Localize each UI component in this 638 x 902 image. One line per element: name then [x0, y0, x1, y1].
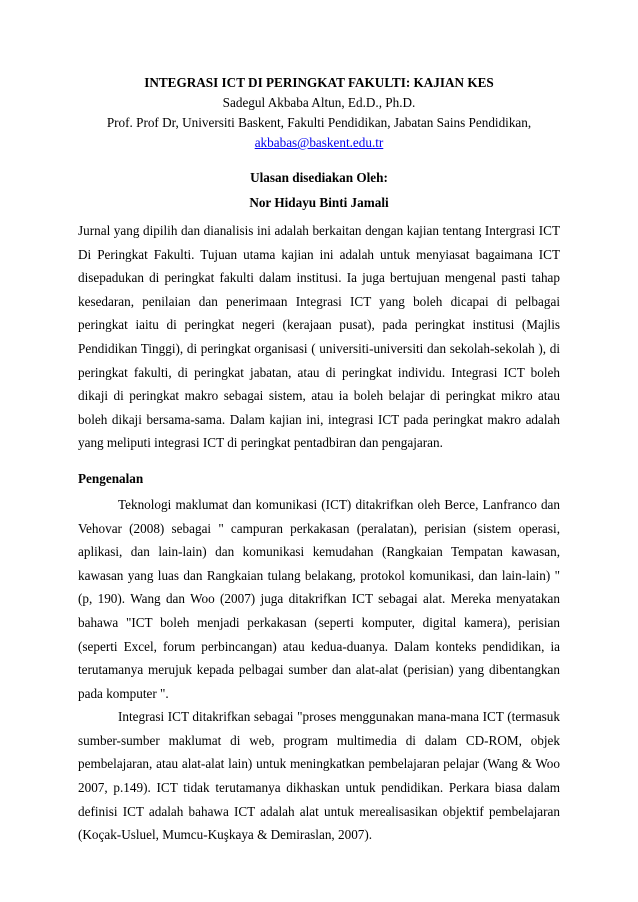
title-block — [78, 73, 560, 213]
body-paragraph: Integrasi ICT ditakrifkan sebagai "proses menggunakan mana-mana ICT (termasuk sumber-sumber maklumat di web, program multimedia di dalam CD-ROM, objek pembelajaran, atau alat-alat lain) untuk meningkatkan pembelajaran pelajar (Wang & Woo 2007, p.149). ICT tidak terutamanya dikhaskan untuk pendidikan. Perkara biasa dalam definisi ICT adalah bahawa ICT adalah alat untuk merealisasikan objektif pembelajaran (Koçak-Usluel, Mumcu-Kuşkaya & Demiraslan, 2007). — [78, 709, 560, 843]
author-email-link[interactable]: akbabas@baskent.edu.tr — [254, 135, 384, 150]
reviewer-name: Nor Hidayu Binti Jamali — [249, 195, 389, 210]
document-title: INTEGRASI ICT DI PERINGKAT FAKULTI: KAJIAN KES — [144, 75, 494, 90]
body-paragraph: Teknologi maklumat dan komunikasi (ICT) ditakrifkan oleh Berce, Lanfranco dan Vehovar (2008) sebagai " campuran perkakasan (peralatan), perisian (sistem operasi, aplikasi, dan lain-lain) dan komunikasi kemudahan (Rangkaian Tempatan kawasan, kawasan yang luas dan Rangkaian tulang belakang, protokol komunikasi, dan lain-lain) "(p, 190). Wang dan Woo (2007) juga ditakrifkan ICT sebagai alat. Mereka menyatakan bahawa "ICT boleh menjadi perkakasan (seperti komputer, digital kamera), perisian (seperti Excel, forum perbincangan) atau kedua-duanya. Dalam konteks pendidikan, ia terutamanya merujuk kepada pelbagai sumber dan alat-alat (perisian) yang dibentangkan pada komputer ". — [78, 496, 560, 701]
abstract-paragraph: Jurnal yang dipilih dan dianalisis ini adalah berkaitan dengan kajian tentang Intergrasi ICT Di Peringkat Fakulti. Tujuan utama kajian ini adalah untuk menyiasat bagaimana ICT disepadukan di peringkat fakulti dalam institusi. Ia juga bertujuan mengenal pasti tahap kesedaran, penilaian dan penerimaan Integrasi ICT yang boleh dicapai di pelbagai peringkat iaitu di peringkat negeri (kerajaan pusat), pada peringkat institusi (Majlis Pendidikan Tinggi), di peringkat organisasi ( universiti-universiti dan sekolah-sekolah ), di peringkat fakulti, di peringkat jabatan, atau di peringkat individu. Integrasi ICT boleh dikaji di peringkat makro sebagai sistem, atau ia boleh belajar di peringkat mikro atau boleh dikaji bersama-sama. Dalam kajian ini, integrasi ICT pada peringkat makro adalah yang meliputi integrasi ICT di peringkat pentadbiran dan pengajaran. — [78, 223, 560, 451]
review-label: Ulasan disediakan Oleh: — [250, 170, 388, 185]
author-affiliation: Prof. Prof Dr, Universiti Baskent, Fakulti Pendidikan, Jabatan Sains Pendidikan, — [106, 115, 532, 130]
author-name: Sadegul Akbaba Altun, Ed.D., Ph.D. — [222, 95, 416, 110]
section-heading: Pengenalan — [78, 470, 144, 486]
